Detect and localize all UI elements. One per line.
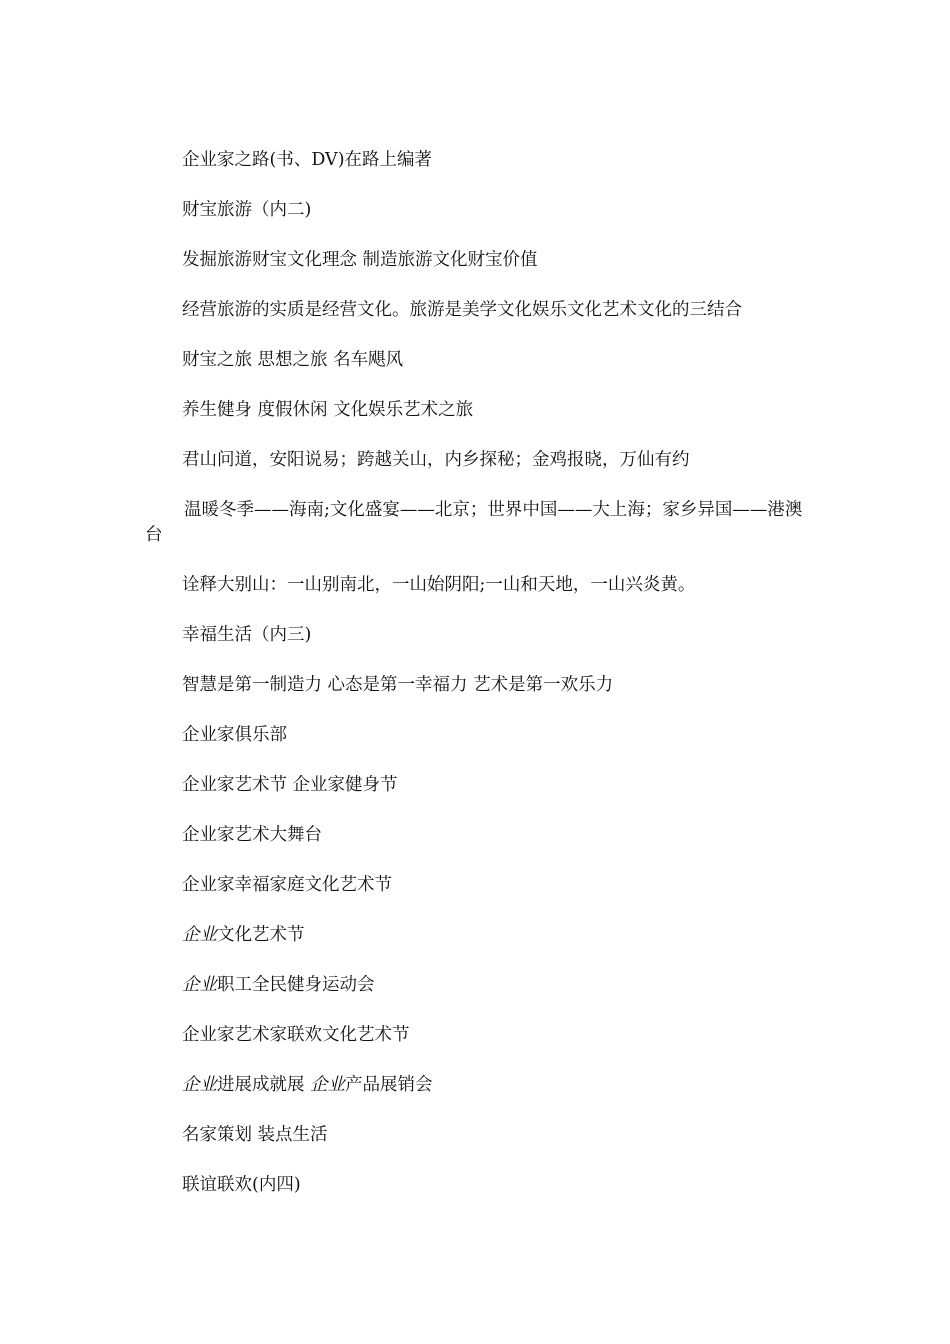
paragraph: 企业家幸福家庭文化艺术节	[182, 875, 392, 895]
paragraph	[145, 973, 810, 998]
paragraph: 名家策划 装点生活	[182, 1125, 328, 1145]
paragraph-book-title: 企业家之路(书、DV)在路上编著	[182, 150, 433, 170]
italic-text: 企业	[310, 1075, 346, 1095]
italic-text: 企业	[182, 925, 217, 945]
document-body	[145, 148, 810, 1223]
paragraph-text: 产品展销会	[345, 1075, 433, 1095]
paragraph-text: 进展成就展	[217, 1075, 311, 1095]
paragraph: 企业家艺术大舞台	[182, 825, 322, 845]
paragraph-section-heading: 财宝旅游（内二)	[182, 200, 312, 220]
paragraph: 财宝之旅 思想之旅 名车飓风	[182, 350, 404, 370]
italic-text: 企业	[182, 975, 217, 995]
paragraph-section-heading: 联谊联欢(内四)	[182, 1175, 301, 1195]
paragraph: 企业家艺术节 企业家健身节	[182, 775, 398, 795]
paragraph: 企业家艺术家联欢文化艺术节	[182, 1025, 410, 1045]
paragraph: 企业家俱乐部	[182, 725, 287, 745]
paragraph: 经营旅游的实质是经营文化。旅游是美学文化娱乐文化艺术文化的三结合	[182, 300, 742, 320]
paragraph: 智慧是第一制造力 心态是第一幸福力 艺术是第一欢乐力	[182, 675, 614, 695]
paragraph-text: 文化艺术节	[217, 925, 305, 945]
paragraph: 温暖冬季——海南;文化盛宴——北京；世界中国——大上海；家乡异国——港澳台	[145, 500, 803, 545]
paragraph-section-heading: 幸福生活（内三)	[182, 625, 312, 645]
paragraph: 发掘旅游财宝文化理念 制造旅游文化财宝价值	[182, 250, 538, 270]
paragraph: 养生健身 度假休闲 文化娱乐艺术之旅	[182, 400, 474, 420]
paragraph: 君山问道，安阳说易；跨越关山，内乡探秘；金鸡报晓，万仙有约	[182, 450, 690, 470]
paragraph-text: 职工全民健身运动会	[217, 975, 375, 995]
paragraph	[145, 1073, 810, 1098]
paragraph	[145, 923, 810, 948]
italic-text: 企业	[182, 1075, 217, 1095]
paragraph: 诠释大别山：一山别南北，一山始阴阳;一山和天地，一山兴炎黄。	[182, 575, 696, 595]
